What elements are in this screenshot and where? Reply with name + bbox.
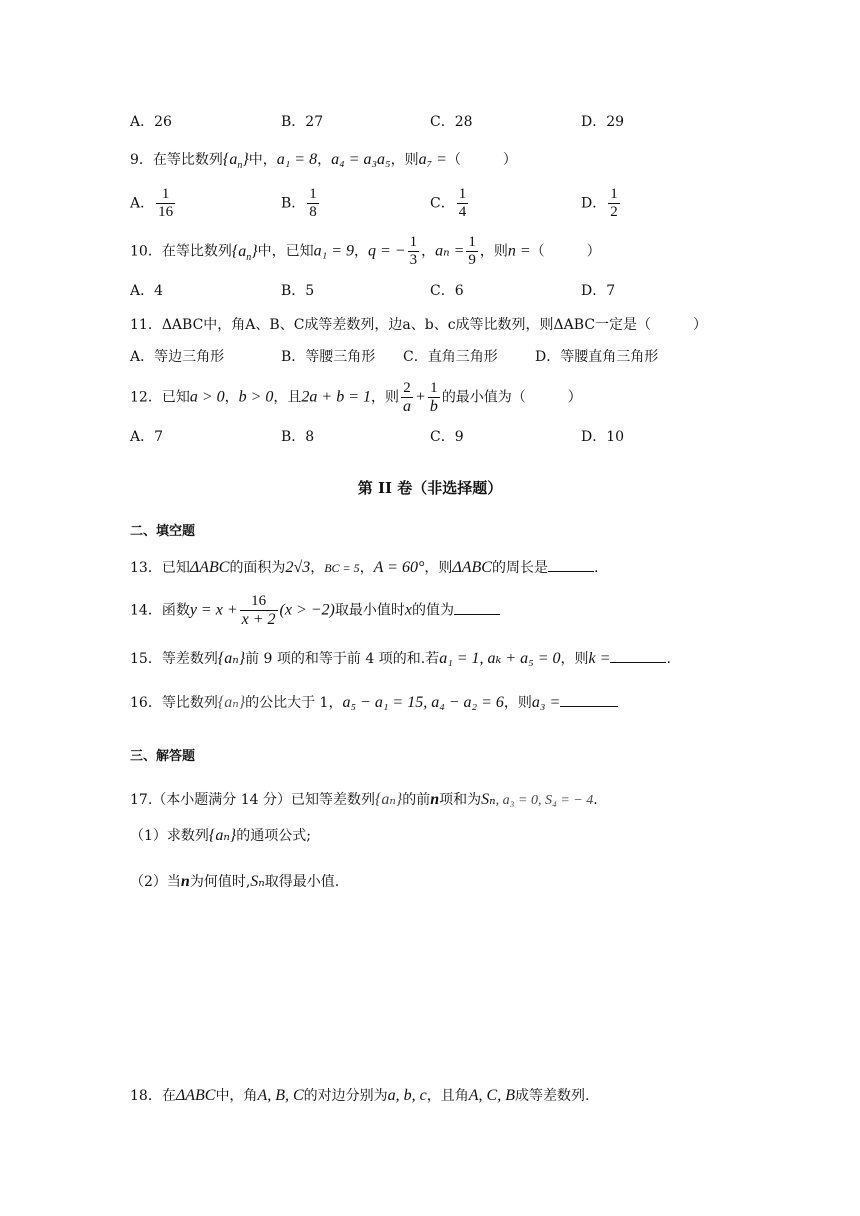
q9-option-a: A． $\frac{1}{16}$ — [130, 186, 174, 220]
q11-option-c: C．直角三角形 — [403, 349, 498, 365]
q13-answer-blank[interactable] — [548, 557, 594, 572]
q10-stem: 10．在等比数列$\{a_n\}$中，已知a₁ = 9，q = − $\frac{1}{3}$ ，aₙ = $\frac{1}{9}$ ，则n =（ ） — [130, 234, 601, 268]
q16-answer-blank[interactable] — [560, 692, 618, 707]
q14-answer-blank[interactable] — [454, 600, 500, 615]
q12-stem: 12．已知a > 0，b > 0，且2a + b = 1，则 $\frac{2}{a}$ + $\frac{1}{b}$ 的最小值为（ ） — [130, 380, 582, 415]
q9-option-b: B． $\frac{1}{8}$ — [281, 186, 317, 220]
q12-option-d: D．10 — [581, 429, 625, 445]
q11-option-d: D．等腰直角三角形 — [535, 349, 659, 365]
q8-option-a: A．26 — [130, 114, 172, 130]
q10-option-b: B．5 — [281, 283, 315, 299]
q10-option-d: D．7 — [581, 283, 616, 299]
q9-stem: 9．在等比数列$\{a_n\}$中，a₁ = 8，a₄ = a₃a₅，则a₇ =（ ） — [130, 151, 517, 172]
q12-option-c: C．9 — [430, 429, 464, 445]
q8-option-b: B．27 — [281, 114, 324, 130]
q15-stem: 15．等差数列{aₙ}前 9 项的和等于前 4 项的和.若a₁ = 1, aₖ + a₅ = 0，则k = . — [130, 650, 671, 667]
q18-stem: 18．在ΔABC中，角A, B, C的对边分别为a, b, c，且角A, C, B成等差数列. — [130, 1087, 590, 1104]
q8-option-d: D．29 — [581, 114, 625, 130]
q9-option-d: D． $\frac{1}{2}$ — [581, 186, 618, 220]
q9-option-c: C． $\frac{1}{4}$ — [430, 186, 467, 220]
q16-stem: 16．等比数列{aₙ}的公比大于 1，a₅ − a₁ = 15, a₄ − a₂ = 6，则a₃ = — [130, 692, 618, 713]
section-fill-in-heading: 二、填空题 — [130, 524, 196, 539]
q10-option-a: A．4 — [130, 283, 164, 299]
q12-option-b: B．8 — [281, 429, 315, 445]
q17-stem: 17.（本小题满分 14 分）已知等差数列{aₙ}的前n项和为Sₙ, a₃ = 0, S₄ = − 4. — [130, 791, 598, 808]
q17-part2: （2）当n为何值时,Sₙ取得最小值. — [130, 873, 340, 890]
q11-stem: 11．ΔABC中，角A、B、C成等差数列，边a、b、c成等比数列，则ΔABC一定是（ ） — [130, 317, 708, 333]
q8-option-c: C．28 — [430, 114, 473, 130]
q17-part1: （1）求数列{aₙ}的通项公式; — [130, 827, 311, 844]
q13-stem: 13．已知ΔABC的面积为2√3，BC = 5，A = 60°，则ΔABC的周长是 . — [130, 559, 599, 576]
q15-answer-blank[interactable] — [610, 648, 666, 663]
q11-option-a: A．等边三角形 — [130, 349, 225, 365]
q10-option-c: C．6 — [430, 283, 464, 299]
q12-option-a: A．7 — [130, 429, 164, 445]
q14-stem: 14．函数y = x + $\frac{16}{x + 2}$ (x > −2)取最小值时x的值为 — [130, 593, 500, 628]
section-solution-heading: 三、解答题 — [130, 749, 196, 764]
q11-option-b: B．等腰三角形 — [281, 349, 376, 365]
part2-title: 第 II 卷（非选择题） — [357, 479, 503, 497]
